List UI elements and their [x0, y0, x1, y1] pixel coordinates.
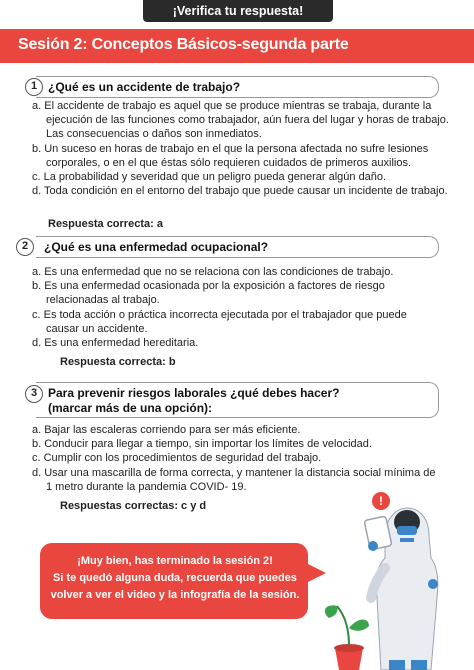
- question-2-options: [32, 265, 422, 350]
- answer-3: Respuestas correctas: c y d: [60, 500, 207, 512]
- answer-2: Respuesta correcta: b: [60, 356, 176, 368]
- option-2a: a. Es una enfermedad que no se relaciona con las condiciones de trabajo.: [32, 266, 394, 278]
- question-2-title: ¿Qué es una enfermedad ocupacional?: [44, 240, 269, 254]
- plant-icon: [325, 605, 369, 670]
- question-3-number: 3: [25, 385, 43, 403]
- option-3d: d. Usar una mascarilla de forma correcta, y mantener la distancia social mínima de 1 metro durante la pandemia COVID- 19.: [32, 466, 436, 493]
- page-title: Sesión 2: Conceptos Básicos-segunda parte: [18, 36, 349, 53]
- question-2-number: 2: [16, 238, 34, 256]
- verify-answer-tab: ¡Verifica tu respuesta!: [143, 0, 333, 22]
- option-1c: c. La probabilidad y severidad que un peligro pueda generar algún daño.: [32, 171, 387, 184]
- alert-bubble: !: [372, 492, 390, 510]
- question-3-options: [32, 423, 442, 494]
- question-1-number: 1: [25, 78, 43, 96]
- completion-line-3: volver a ver el video y la infografía de la sesión.: [50, 589, 300, 601]
- option-3c: c. Cumplir con los procedimientos de seguridad del trabajo.: [32, 452, 322, 465]
- option-2c: c. Es toda acción o práctica incorrecta ejecutada por el trabajador que puede causar un accidente.: [32, 308, 407, 335]
- option-1a: a. El accidente de trabajo es aquel que se produce mientras se trabaja, durante la ejecución de las funciones como trabajador, aún fuera del lugar y horas de trabajo. Las consecuencias o daños son inmediatos.: [32, 100, 449, 141]
- completion-line-1: ¡Muy bien, has terminado la sesión 2!: [77, 555, 273, 567]
- option-2b: b. Es una enfermedad ocasionada por la exposición a factores de riesgo relacionadas al trabajo.: [32, 280, 385, 307]
- question-1-options: [32, 99, 450, 198]
- hazmat-worker-illustration: [315, 488, 465, 670]
- option-1d: d. Toda condición en el entorno del trabajo que puede causar un incidente de trabajo.: [32, 185, 448, 198]
- session-banner: [0, 29, 474, 63]
- option-3a: a. Bajar las escaleras corriendo para ser más eficiente.: [32, 424, 301, 436]
- worker-figure: [364, 508, 438, 670]
- completion-message: [50, 553, 300, 604]
- answer-1: Respuesta correcta: a: [48, 218, 163, 230]
- completion-line-2: Si te quedó alguna duda, recuerda que puedes: [53, 572, 297, 584]
- option-3b: b. Conducir para llegar a tiempo, sin importar los límites de velocidad.: [32, 438, 372, 451]
- option-2d: d. Es una enfermedad hereditaria.: [32, 337, 199, 350]
- question-1-title: ¿Qué es un accidente de trabajo?: [48, 80, 241, 94]
- question-3-title: Para prevenir riesgos laborales ¿qué debes hacer?: [48, 386, 340, 400]
- option-1b: b. Un suceso en horas de trabajo en el que la persona afectada no sufre lesiones corporales, o en el que éstas sólo requieren cuidados de primeros auxilios.: [32, 142, 429, 169]
- question-3-subtitle: (marcar más de una opción):: [48, 401, 213, 415]
